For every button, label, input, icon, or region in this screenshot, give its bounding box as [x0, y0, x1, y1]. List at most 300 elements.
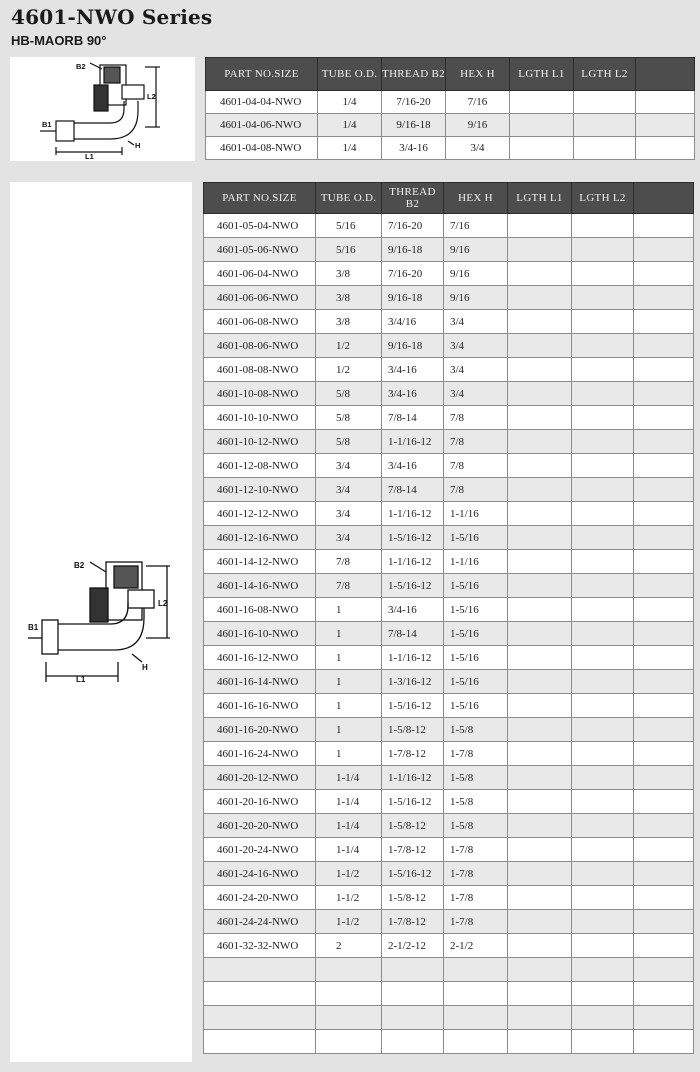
- cell-lgth-l2: [574, 114, 636, 137]
- cell-extra: [634, 286, 694, 310]
- table-row: [204, 550, 694, 574]
- table-row: [204, 958, 694, 982]
- table-row: [204, 742, 694, 766]
- cell-part-no: 4601-06-04-NWO: [204, 262, 316, 286]
- cell-part-no: [204, 1030, 316, 1054]
- cell-part-no: [204, 958, 316, 982]
- cell-extra: [634, 670, 694, 694]
- cell-lgth-l2: [572, 646, 634, 670]
- cell-tube-od: 5/8: [316, 430, 382, 454]
- cell-extra: [636, 137, 695, 160]
- cell-part-no: 4601-20-24-NWO: [204, 838, 316, 862]
- cell-lgth-l2: [572, 454, 634, 478]
- cell-tube-od: 5/16: [316, 214, 382, 238]
- cell-tube-od: 1-1/2: [316, 886, 382, 910]
- table-row: [204, 766, 694, 790]
- cell-part-no: 4601-04-04-NWO: [206, 91, 318, 114]
- table-row: [204, 406, 694, 430]
- cell-tube-od: 5/8: [316, 406, 382, 430]
- cell-thread-b2: 3/4-16: [382, 598, 444, 622]
- cell-thread-b2: 7/16-20: [382, 262, 444, 286]
- cell-part-no: 4601-20-20-NWO: [204, 814, 316, 838]
- cell-tube-od: [316, 1030, 382, 1054]
- cell-extra: [634, 742, 694, 766]
- cell-extra: [634, 982, 694, 1006]
- cell-lgth-l1: [508, 886, 572, 910]
- cell-part-no: 4601-10-08-NWO: [204, 382, 316, 406]
- cell-thread-b2: 9/16-18: [382, 114, 446, 137]
- col-extra: [634, 183, 694, 214]
- cell-lgth-l2: [572, 358, 634, 382]
- cell-hex-h: 1-5/16: [444, 574, 508, 598]
- cell-tube-od: 3/8: [316, 310, 382, 334]
- cell-thread-b2: 1-5/16-12: [382, 526, 444, 550]
- cell-part-no: 4601-10-12-NWO: [204, 430, 316, 454]
- cell-hex-h: 2-1/2: [444, 934, 508, 958]
- cell-thread-b2: 3/4-16: [382, 382, 444, 406]
- cell-extra: [634, 790, 694, 814]
- col-tube-od: TUBE O.D.: [316, 183, 382, 214]
- cell-hex-h: [444, 982, 508, 1006]
- table-row: [204, 838, 694, 862]
- table-header-row: [204, 183, 694, 214]
- cell-tube-od: [316, 1006, 382, 1030]
- cell-extra: [634, 406, 694, 430]
- cell-part-no: 4601-05-06-NWO: [204, 238, 316, 262]
- cell-thread-b2: 1-1/16-12: [382, 430, 444, 454]
- cell-part-no: 4601-06-06-NWO: [204, 286, 316, 310]
- col-hex-h: HEX H: [444, 183, 508, 214]
- col-part-no: PART NO.SIZE: [206, 58, 318, 91]
- cell-lgth-l2: [572, 622, 634, 646]
- cell-tube-od: 1: [316, 646, 382, 670]
- cell-hex-h: 3/4: [444, 382, 508, 406]
- col-thread-b2: THREAD B2: [382, 183, 444, 214]
- table-row: [206, 137, 695, 160]
- cell-hex-h: 1-5/16: [444, 622, 508, 646]
- cell-hex-h: 3/4: [446, 137, 510, 160]
- cell-extra: [634, 454, 694, 478]
- cell-hex-h: 1-5/8: [444, 814, 508, 838]
- cell-thread-b2: 1-5/8-12: [382, 814, 444, 838]
- cell-lgth-l1: [508, 814, 572, 838]
- cell-lgth-l2: [572, 334, 634, 358]
- cell-tube-od: 3/8: [316, 286, 382, 310]
- cell-hex-h: 1-7/8: [444, 742, 508, 766]
- cell-extra: [634, 382, 694, 406]
- table-row: [206, 91, 695, 114]
- cell-tube-od: 3/8: [316, 262, 382, 286]
- table-row: [204, 982, 694, 1006]
- cell-lgth-l1: [508, 454, 572, 478]
- cell-thread-b2: 1-5/8-12: [382, 886, 444, 910]
- cell-lgth-l1: [508, 310, 572, 334]
- cell-lgth-l2: [572, 982, 634, 1006]
- cell-part-no: 4601-20-12-NWO: [204, 766, 316, 790]
- cell-lgth-l2: [574, 137, 636, 160]
- cell-extra: [634, 430, 694, 454]
- cell-extra: [634, 694, 694, 718]
- cell-thread-b2: 1-5/16-12: [382, 862, 444, 886]
- cell-thread-b2: 7/8-14: [382, 478, 444, 502]
- cell-lgth-l1: [508, 334, 572, 358]
- cell-tube-od: 3/4: [316, 526, 382, 550]
- cell-thread-b2: 9/16-18: [382, 286, 444, 310]
- table-row: [204, 1030, 694, 1054]
- spec-table-small: [205, 57, 695, 160]
- cell-hex-h: 1-7/8: [444, 910, 508, 934]
- cell-hex-h: 1-7/8: [444, 862, 508, 886]
- cell-hex-h: 7/8: [444, 406, 508, 430]
- table-row: [204, 478, 694, 502]
- cell-lgth-l2: [572, 238, 634, 262]
- table-row: [204, 310, 694, 334]
- table-row: [204, 358, 694, 382]
- cell-hex-h: [444, 1030, 508, 1054]
- cell-thread-b2: 1-1/16-12: [382, 766, 444, 790]
- cell-tube-od: 1-1/4: [316, 838, 382, 862]
- cell-hex-h: [444, 1006, 508, 1030]
- cell-part-no: 4601-20-16-NWO: [204, 790, 316, 814]
- cell-tube-od: 1-1/4: [316, 814, 382, 838]
- cell-lgth-l1: [508, 790, 572, 814]
- cell-lgth-l1: [508, 1006, 572, 1030]
- cell-extra: [634, 646, 694, 670]
- cell-extra: [634, 478, 694, 502]
- cell-tube-od: 7/8: [316, 574, 382, 598]
- cell-tube-od: [316, 982, 382, 1006]
- cell-part-no: 4601-08-06-NWO: [204, 334, 316, 358]
- cell-lgth-l1: [508, 934, 572, 958]
- cell-part-no: 4601-16-14-NWO: [204, 670, 316, 694]
- cell-extra: [634, 574, 694, 598]
- cell-hex-h: 7/8: [444, 430, 508, 454]
- cell-tube-od: 5/16: [316, 238, 382, 262]
- cell-thread-b2: 1-1/16-12: [382, 550, 444, 574]
- cell-part-no: 4601-16-16-NWO: [204, 694, 316, 718]
- cell-part-no: 4601-12-08-NWO: [204, 454, 316, 478]
- cell-hex-h: 1-5/16: [444, 598, 508, 622]
- cell-tube-od: 1-1/2: [316, 910, 382, 934]
- col-lgth-l2: LGTH L2: [574, 58, 636, 91]
- table-row: [204, 646, 694, 670]
- cell-hex-h: 1-5/8: [444, 718, 508, 742]
- cell-lgth-l1: [510, 137, 574, 160]
- cell-lgth-l2: [572, 790, 634, 814]
- table-header-row: [206, 58, 695, 91]
- label-b2: B2: [74, 561, 85, 570]
- cell-tube-od: 1/4: [318, 114, 382, 137]
- cell-lgth-l1: [508, 838, 572, 862]
- table-row: [204, 862, 694, 886]
- cell-lgth-l1: [508, 574, 572, 598]
- cell-lgth-l2: [572, 934, 634, 958]
- cell-thread-b2: 2-1/2-12: [382, 934, 444, 958]
- cell-tube-od: 1: [316, 670, 382, 694]
- cell-lgth-l2: [572, 814, 634, 838]
- cell-extra: [634, 502, 694, 526]
- cell-lgth-l1: [510, 114, 574, 137]
- table-row: [204, 886, 694, 910]
- cell-lgth-l2: [572, 958, 634, 982]
- cell-tube-od: 1: [316, 742, 382, 766]
- cell-thread-b2: [382, 958, 444, 982]
- cell-hex-h: 9/16: [444, 238, 508, 262]
- cell-thread-b2: 7/8-14: [382, 622, 444, 646]
- cell-lgth-l2: [572, 382, 634, 406]
- cell-hex-h: 7/8: [444, 454, 508, 478]
- cell-hex-h: 1-5/16: [444, 670, 508, 694]
- page-title: 4601-NWO Series: [11, 5, 213, 29]
- cell-lgth-l1: [508, 262, 572, 286]
- cell-part-no: 4601-16-20-NWO: [204, 718, 316, 742]
- cell-tube-od: 3/4: [316, 454, 382, 478]
- cell-lgth-l2: [572, 430, 634, 454]
- cell-lgth-l2: [572, 694, 634, 718]
- table-row: [204, 430, 694, 454]
- cell-extra: [634, 766, 694, 790]
- label-l2: L2: [158, 599, 168, 608]
- cell-lgth-l1: [508, 214, 572, 238]
- cell-lgth-l1: [508, 766, 572, 790]
- cell-tube-od: 1: [316, 598, 382, 622]
- cell-lgth-l1: [508, 982, 572, 1006]
- cell-lgth-l1: [508, 598, 572, 622]
- label-b1: B1: [28, 623, 39, 632]
- cell-lgth-l1: [508, 862, 572, 886]
- cell-lgth-l2: [572, 550, 634, 574]
- cell-lgth-l1: [508, 358, 572, 382]
- cell-hex-h: 1-1/16: [444, 502, 508, 526]
- cell-thread-b2: 1-7/8-12: [382, 742, 444, 766]
- table-row: [204, 598, 694, 622]
- cell-extra: [634, 214, 694, 238]
- cell-thread-b2: 1-1/16-12: [382, 502, 444, 526]
- col-tube-od: TUBE O.D.: [318, 58, 382, 91]
- cell-extra: [634, 910, 694, 934]
- table-row: [204, 574, 694, 598]
- cell-lgth-l1: [508, 286, 572, 310]
- cell-tube-od: 1/2: [316, 358, 382, 382]
- cell-tube-od: 7/8: [316, 550, 382, 574]
- table-row: [204, 214, 694, 238]
- col-lgth-l1: LGTH L1: [508, 183, 572, 214]
- cell-lgth-l2: [572, 406, 634, 430]
- cell-lgth-l1: [508, 430, 572, 454]
- cell-extra: [634, 718, 694, 742]
- cell-part-no: [204, 982, 316, 1006]
- cell-lgth-l1: [508, 958, 572, 982]
- cell-lgth-l2: [572, 838, 634, 862]
- cell-part-no: 4601-10-10-NWO: [204, 406, 316, 430]
- cell-tube-od: 2: [316, 934, 382, 958]
- cell-lgth-l2: [574, 91, 636, 114]
- cell-tube-od: 1: [316, 718, 382, 742]
- table-row: [204, 814, 694, 838]
- cell-part-no: 4601-16-10-NWO: [204, 622, 316, 646]
- cell-extra: [634, 958, 694, 982]
- cell-extra: [634, 622, 694, 646]
- cell-lgth-l2: [572, 526, 634, 550]
- cell-part-no: 4601-05-04-NWO: [204, 214, 316, 238]
- table-row: [204, 286, 694, 310]
- cell-extra: [634, 934, 694, 958]
- cell-lgth-l2: [572, 598, 634, 622]
- col-thread-b2: THREAD B2: [382, 58, 446, 91]
- cell-hex-h: [444, 958, 508, 982]
- cell-lgth-l2: [572, 574, 634, 598]
- cell-tube-od: 1: [316, 694, 382, 718]
- cell-hex-h: 1-5/16: [444, 646, 508, 670]
- cell-part-no: 4601-24-24-NWO: [204, 910, 316, 934]
- col-part-no: PART NO.SIZE: [204, 183, 316, 214]
- cell-lgth-l1: [508, 502, 572, 526]
- cell-lgth-l1: [508, 550, 572, 574]
- cell-lgth-l1: [508, 478, 572, 502]
- cell-hex-h: 3/4: [444, 310, 508, 334]
- cell-thread-b2: 1-5/16-12: [382, 574, 444, 598]
- page-subtitle: HB-MAORB 90°: [11, 33, 107, 48]
- cell-hex-h: 1-5/16: [444, 694, 508, 718]
- cell-hex-h: 9/16: [444, 262, 508, 286]
- cell-lgth-l2: [572, 262, 634, 286]
- cell-lgth-l1: [508, 238, 572, 262]
- table-row: [206, 114, 695, 137]
- cell-tube-od: 3/4: [316, 478, 382, 502]
- cell-lgth-l1: [508, 406, 572, 430]
- cell-hex-h: 1-1/16: [444, 550, 508, 574]
- table-row: [204, 934, 694, 958]
- cell-extra: [634, 1030, 694, 1054]
- cell-extra: [636, 114, 695, 137]
- cell-lgth-l2: [572, 478, 634, 502]
- fitting-diagram-large: [10, 182, 192, 1062]
- label-l2: L2: [147, 92, 156, 101]
- table-row: [204, 382, 694, 406]
- cell-extra: [634, 886, 694, 910]
- cell-thread-b2: 1-5/8-12: [382, 718, 444, 742]
- cell-thread-b2: 7/8-14: [382, 406, 444, 430]
- cell-thread-b2: 1-3/16-12: [382, 670, 444, 694]
- cell-hex-h: 1-7/8: [444, 886, 508, 910]
- cell-extra: [634, 598, 694, 622]
- cell-part-no: 4601-16-24-NWO: [204, 742, 316, 766]
- col-lgth-l1: LGTH L1: [510, 58, 574, 91]
- cell-thread-b2: 3/4-16: [382, 137, 446, 160]
- table-row: [204, 502, 694, 526]
- cell-thread-b2: 9/16-18: [382, 238, 444, 262]
- table-row: [204, 622, 694, 646]
- cell-tube-od: [316, 958, 382, 982]
- cell-part-no: 4601-12-12-NWO: [204, 502, 316, 526]
- cell-hex-h: 1-5/16: [444, 526, 508, 550]
- cell-extra: [634, 814, 694, 838]
- cell-lgth-l1: [508, 1030, 572, 1054]
- cell-thread-b2: 3/4-16: [382, 358, 444, 382]
- cell-tube-od: 1-1/2: [316, 862, 382, 886]
- cell-tube-od: 5/8: [316, 382, 382, 406]
- cell-part-no: 4601-04-08-NWO: [206, 137, 318, 160]
- cell-thread-b2: 1-1/16-12: [382, 646, 444, 670]
- label-l1: L1: [85, 152, 94, 161]
- cell-hex-h: 9/16: [446, 114, 510, 137]
- cell-thread-b2: 1-5/16-12: [382, 790, 444, 814]
- col-lgth-l2: LGTH L2: [572, 183, 634, 214]
- fitting-diagram-small: [10, 57, 195, 161]
- cell-tube-od: 1/2: [316, 334, 382, 358]
- spec-table-main: [203, 182, 694, 1054]
- cell-extra: [636, 91, 695, 114]
- cell-thread-b2: 7/16-20: [382, 91, 446, 114]
- table-row: [204, 526, 694, 550]
- cell-lgth-l2: [572, 766, 634, 790]
- cell-extra: [634, 334, 694, 358]
- cell-part-no: 4601-12-10-NWO: [204, 478, 316, 502]
- cell-part-no: 4601-12-16-NWO: [204, 526, 316, 550]
- cell-lgth-l1: [508, 646, 572, 670]
- cell-part-no: 4601-32-32-NWO: [204, 934, 316, 958]
- cell-thread-b2: 9/16-18: [382, 334, 444, 358]
- cell-thread-b2: [382, 1030, 444, 1054]
- table-row: [204, 718, 694, 742]
- label-h: H: [142, 663, 148, 672]
- cell-hex-h: 3/4: [444, 358, 508, 382]
- col-extra: [636, 58, 695, 91]
- cell-extra: [634, 838, 694, 862]
- table-row: [204, 238, 694, 262]
- cell-extra: [634, 310, 694, 334]
- cell-lgth-l2: [572, 910, 634, 934]
- label-b1: B1: [42, 120, 52, 129]
- cell-part-no: 4601-06-08-NWO: [204, 310, 316, 334]
- cell-part-no: 4601-08-08-NWO: [204, 358, 316, 382]
- cell-hex-h: 9/16: [444, 286, 508, 310]
- cell-lgth-l2: [572, 502, 634, 526]
- cell-lgth-l1: [508, 718, 572, 742]
- cell-thread-b2: 3/4-16: [382, 454, 444, 478]
- cell-hex-h: 1-5/8: [444, 790, 508, 814]
- cell-part-no: 4601-24-16-NWO: [204, 862, 316, 886]
- cell-lgth-l2: [572, 742, 634, 766]
- cell-part-no: [204, 1006, 316, 1030]
- cell-tube-od: 1-1/4: [316, 766, 382, 790]
- table-row: [204, 790, 694, 814]
- cell-hex-h: 1-7/8: [444, 838, 508, 862]
- cell-thread-b2: 3/4/16: [382, 310, 444, 334]
- table-row: [204, 694, 694, 718]
- cell-lgth-l2: [572, 214, 634, 238]
- cell-hex-h: 7/8: [444, 478, 508, 502]
- cell-hex-h: 7/16: [444, 214, 508, 238]
- cell-thread-b2: 1-5/16-12: [382, 694, 444, 718]
- cell-lgth-l1: [508, 526, 572, 550]
- table-row: [204, 334, 694, 358]
- cell-lgth-l1: [510, 91, 574, 114]
- table-row: [204, 262, 694, 286]
- table-row: [204, 670, 694, 694]
- cell-lgth-l2: [572, 1030, 634, 1054]
- cell-extra: [634, 862, 694, 886]
- cell-tube-od: 1/4: [318, 91, 382, 114]
- cell-part-no: 4601-14-16-NWO: [204, 574, 316, 598]
- cell-lgth-l2: [572, 862, 634, 886]
- cell-lgth-l2: [572, 310, 634, 334]
- label-b2: B2: [76, 62, 86, 71]
- cell-hex-h: 3/4: [444, 334, 508, 358]
- cell-thread-b2: [382, 1006, 444, 1030]
- cell-hex-h: 7/16: [446, 91, 510, 114]
- cell-lgth-l1: [508, 742, 572, 766]
